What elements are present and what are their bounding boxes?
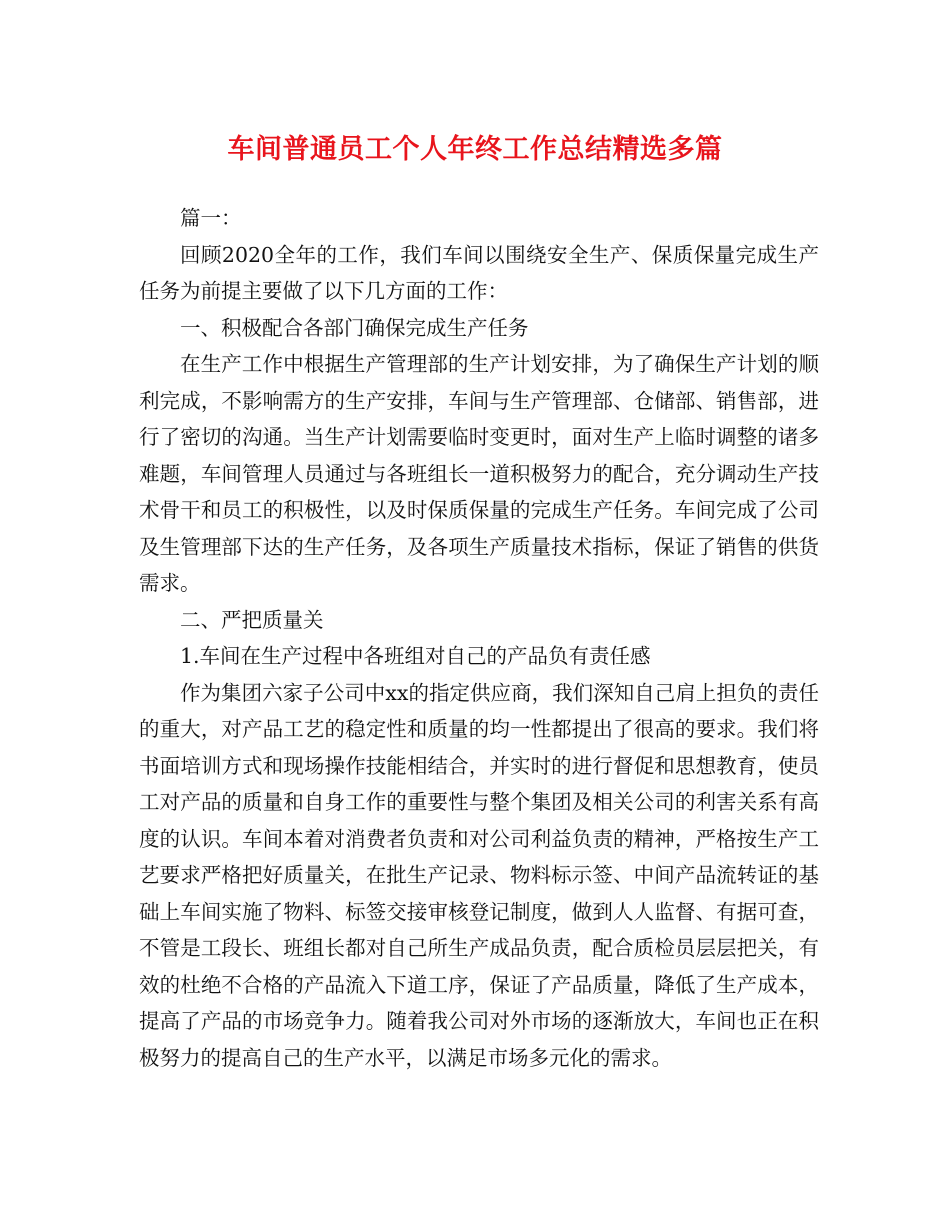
- section-heading-2: 二、严把质量关: [180, 607, 324, 632]
- section-heading-1: 一、积极配合各部门确保完成生产任务: [180, 315, 529, 340]
- body-paragraph: 作为集团六家子公司中xx的指定供应商，我们深知自己肩上担负的责任的重大，对产品工艺的稳定性和质量的均一性都提出了很高的要求。我们将书面培训方式和现场操作技能相结合，并实时的进行督促和思想教育，使员工对产品的质量和自身工作的重要性与整个集团及相关公司的利害关系有高度的认识。车间本着对消费者负责和对公司利益负责的精神，严格按生产工艺要求严格把好质量关，在批生产记录、物料标示签、中间产品流转证的基础上车间实施了物料、标签交接审核登记制度，做到人人监督、有据可查，不管是工段长、班组长都对自己所生产成品负责，配合质检员层层把关，有效的杜绝不合格的产品流入下道工序，保证了产品质量，降低了生产成本，提高了产品的市场竞争力。随着我公司对外市场的逐渐放大，车间也正在积极努力的提高自己的生产水平，以满足市场多元化的需求。: [139, 680, 819, 1070]
- subsection-heading-1: 1.车间在生产过程中各班组对自己的产品负有责任感: [180, 644, 651, 668]
- document-title: 车间普通员工个人年终工作总结精选多篇: [227, 134, 723, 165]
- section-heading-part-one: 篇一：: [180, 206, 242, 230]
- document-body: [139, 200, 819, 1076]
- body-paragraph: 在生产工作中根据生产管理部的生产计划安排，为了确保生产计划的顺利完成，不影响需方的生产安排，车间与生产管理部、仓储部、销售部，进行了密切的沟通。当生产计划需要临时变更时，面对生产上临时调整的诸多难题，车间管理人员通过与各班组长一道积极努力的配合，充分调动生产技术骨干和员工的积极性，以及时保质保量的完成生产任务。车间完成了公司及生管理部下达的生产任务，及各项生产质量技术指标，保证了销售的供货需求。: [139, 352, 819, 595]
- intro-paragraph: 回顾2020全年的工作，我们车间以围绕安全生产、保质保量完成生产任务为前提主要做了以下几方面的工作：: [139, 242, 819, 303]
